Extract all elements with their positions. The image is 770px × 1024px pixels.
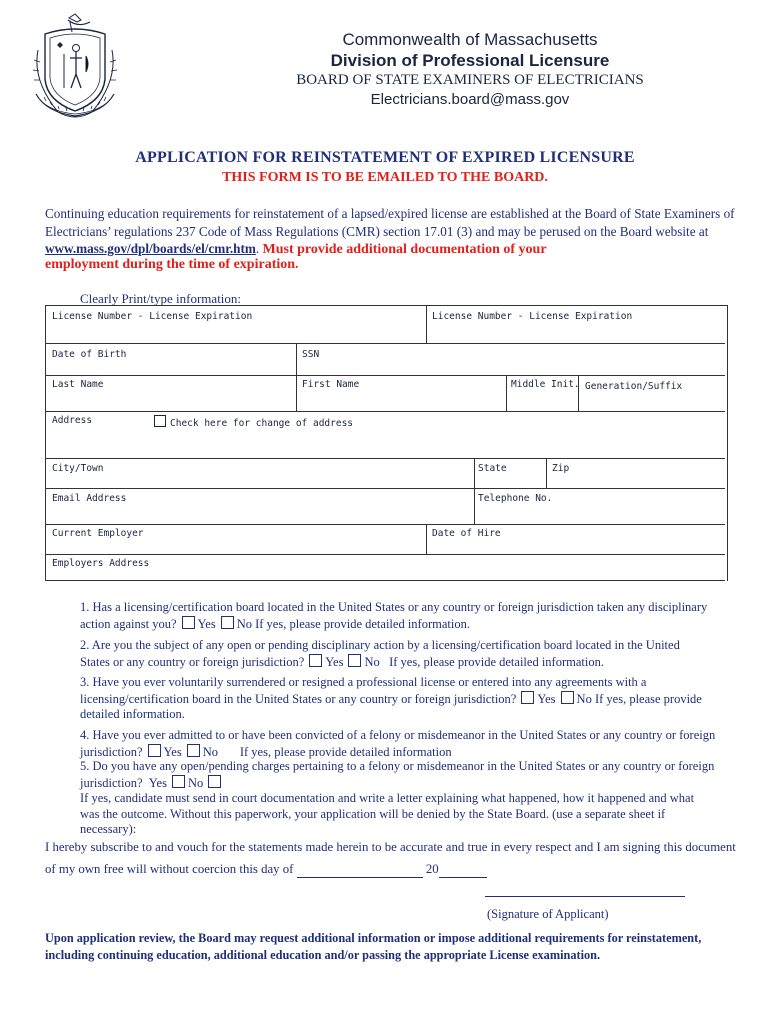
q1-yes-label: Yes <box>197 616 216 631</box>
question-1 <box>80 600 730 632</box>
header-commonwealth: Commonwealth of Massachusetts <box>342 30 598 49</box>
day-blank[interactable] <box>297 862 423 878</box>
intro-text-sep: . <box>255 241 263 256</box>
zip-field[interactable]: Zip <box>552 463 570 474</box>
question-3 <box>80 675 730 723</box>
address-change-checkbox[interactable] <box>154 415 353 429</box>
question-3-options <box>80 691 730 708</box>
q5-note-cont: was the outcome. Without this paperwork, your application will be denied by the State Board. (use a separate sheet if <box>80 806 666 821</box>
telephone-field[interactable]: Telephone No. <box>478 493 553 504</box>
divider <box>296 344 297 376</box>
checkbox-icon[interactable] <box>154 415 166 427</box>
question-4-text-cont: jurisdiction? <box>80 744 143 759</box>
print-instruction: Clearly Print/type information: <box>80 291 242 306</box>
q3-note: If yes, please provide <box>594 691 702 706</box>
divider <box>426 525 427 555</box>
massachusetts-seal-icon <box>30 10 120 122</box>
divider <box>474 459 475 489</box>
q3-yes-checkbox[interactable] <box>521 691 534 704</box>
dob-field[interactable]: Date of Birth <box>52 349 127 360</box>
applicant-info-grid <box>45 305 728 581</box>
hire-date-field[interactable]: Date of Hire <box>432 528 501 539</box>
year-blank[interactable] <box>439 862 487 878</box>
form-title: APPLICATION FOR REINSTATEMENT OF EXPIRED LICENSURE <box>135 149 635 166</box>
ssn-field[interactable]: SSN <box>302 349 320 360</box>
divider <box>296 376 297 412</box>
middle-init-field[interactable]: Middle Init. <box>511 379 580 390</box>
question-5-options <box>80 775 730 792</box>
question-5-text-cont: jurisdiction? <box>80 775 143 790</box>
question-1-text-cont: action against you? <box>80 616 177 631</box>
question-1-options <box>80 616 730 633</box>
state-field[interactable]: State <box>478 463 507 474</box>
address-field[interactable]: Address <box>52 415 93 426</box>
final-notice: Upon application review, the Board may request additional information or impose additional requirements for reinstatement, including continuing education, additional education and/or passing the appropriate License examination. <box>45 931 702 962</box>
last-name-field[interactable]: Last Name <box>52 379 104 390</box>
employer-field[interactable]: Current Employer <box>52 528 144 539</box>
form-subtitle: THIS FORM IS TO BE EMAILED TO THE BOARD. <box>222 170 548 185</box>
email-field[interactable]: Email Address <box>52 493 127 504</box>
q2-no-checkbox[interactable] <box>348 654 361 667</box>
employer-address-field[interactable]: Employers Address <box>52 558 150 569</box>
first-name-field[interactable]: First Name <box>302 379 360 390</box>
question-2-options <box>80 654 730 671</box>
q2-yes-checkbox[interactable] <box>309 654 322 667</box>
row-employer <box>46 525 725 555</box>
q2-no-label: No <box>364 654 380 669</box>
license-field-1[interactable]: License Number - License Expiration <box>52 311 253 322</box>
q3-no-checkbox[interactable] <box>561 691 574 704</box>
intro-requirement: Must provide additional documentation of your <box>262 242 547 257</box>
q3-note-cont: detailed information. <box>80 707 185 721</box>
question-3-text: 3. Have you ever voluntarily surrendered or resigned a professional license or entered into any agreements with a <box>80 675 647 689</box>
q1-note: If yes, please provide detailed information. <box>255 616 470 631</box>
header-division: Division of Professional Licensure <box>330 51 610 70</box>
q5-note: If yes, candidate must send in court documentation and write a letter explaining what happened, how it happened and what <box>80 791 695 805</box>
q3-yes-label: Yes <box>537 691 556 706</box>
q4-no-label: No <box>202 744 218 759</box>
q2-note: If yes, please provide detailed information. <box>389 654 604 669</box>
license-field-2[interactable]: License Number - License Expiration <box>432 311 633 322</box>
q3-no-label: No <box>576 691 592 706</box>
row-address <box>46 412 725 459</box>
question-1-text: 1. Has a licensing/certification board located in the United States or any country or foreign jurisdiction taken any disciplinary <box>80 600 708 614</box>
address-change-label: Check here for change of address <box>170 418 354 429</box>
row-contact <box>46 489 725 525</box>
q5-no-label: No <box>187 775 204 790</box>
question-3-text-cont: licensing/certification board in the United States or any country or foreign jurisdiction? <box>80 691 517 706</box>
q5-note-end: necessary): <box>80 822 137 836</box>
divider <box>546 459 547 489</box>
attestation-line-1: I hereby subscribe to and vouch for the statements made herein to be accurate and true in every respect and I am signing this document <box>45 840 736 854</box>
signature-line[interactable] <box>485 896 685 897</box>
header-email: Electricians.board@mass.gov <box>370 91 570 108</box>
q5-yes-label: Yes <box>148 775 167 790</box>
attestation-line-2 <box>45 862 487 878</box>
signature-label: (Signature of Applicant) <box>487 907 609 921</box>
row-city <box>46 459 725 489</box>
header-board: BOARD OF STATE EXAMINERS OF ELECTRICIANS <box>296 72 644 88</box>
question-2-text: 2. Are you the subject of any open or pending disciplinary action by a licensing/certification board located in the United <box>80 638 680 652</box>
q5-no-checkbox[interactable] <box>208 775 221 788</box>
question-4-text: 4. Have you ever admitted to or have been convicted of a felony or misdemeanor in the United States or any country or foreign <box>80 728 716 742</box>
question-2 <box>80 638 730 670</box>
q2-yes-label: Yes <box>325 654 344 669</box>
q1-no-checkbox[interactable] <box>221 616 234 629</box>
intro-paragraph <box>45 205 735 259</box>
year-prefix: 20 <box>425 862 439 876</box>
row-dob-ssn <box>46 344 725 376</box>
divider <box>426 306 427 344</box>
q4-yes-checkbox[interactable] <box>148 744 161 757</box>
q4-note: If yes, please provide detailed information <box>239 744 452 759</box>
attestation-text: of my own free will without coercion this day of <box>45 862 294 876</box>
question-4-options <box>80 744 730 761</box>
cmr-link[interactable]: www.mass.gov/dpl/boards/el/cmr.htm <box>45 241 256 256</box>
divider <box>506 376 507 412</box>
intro-text: Continuing education requirements for reinstatement of a lapsed/expired license are established at the Board of State Examiners of Electricians’ regulations 237 Code of Mass Regulations (CMR) section 17.01 (3) and may be perused on the Board website at <box>45 206 735 239</box>
q1-yes-checkbox[interactable] <box>182 616 195 629</box>
question-2-text-cont: States or any country or foreign jurisdiction? <box>80 654 305 669</box>
divider <box>474 489 475 525</box>
intro-requirement-cont: employment during the time of expiration. <box>45 257 299 272</box>
q5-yes-checkbox[interactable] <box>172 775 185 788</box>
city-field[interactable]: City/Town <box>52 463 104 474</box>
question-5 <box>80 759 730 838</box>
question-4 <box>80 728 730 760</box>
q4-no-checkbox[interactable] <box>187 744 200 757</box>
generation-field[interactable]: Generation/Suffix <box>585 381 683 392</box>
question-5-text: 5. Do you have any open/pending charges pertaining to a felony or misdemeanor in the United States or any country or foreign <box>80 759 715 773</box>
q4-yes-label: Yes <box>163 744 182 759</box>
q1-no-label: No <box>236 616 252 631</box>
